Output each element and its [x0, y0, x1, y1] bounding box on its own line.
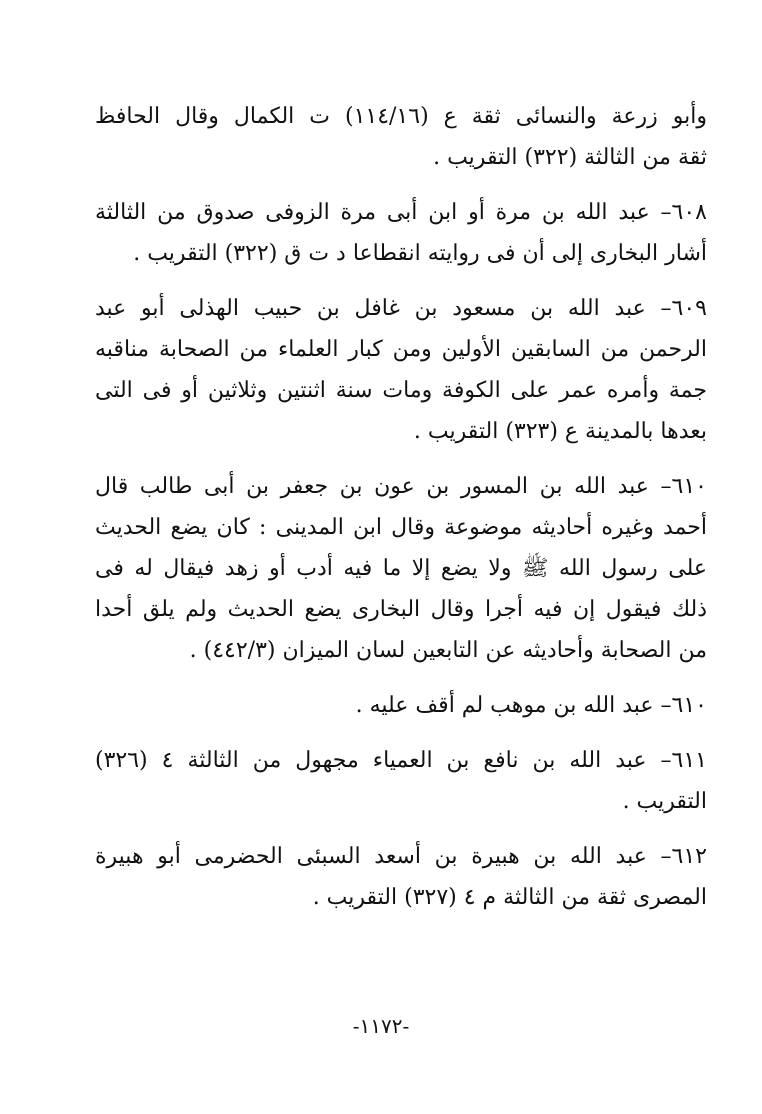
text-line: ٦١٠– عبد الله بن المسور بن عون بن جعفر بن أبى طالب قال: [95, 474, 707, 499]
text-line: المصرى ثقة من الثالثة م ٤ (٣٢٧) التقريب .: [312, 885, 707, 910]
entry-608: [95, 192, 707, 274]
text-line: وأبو زرعة والنسائى ثقة ع (١١٤/١٦) ت الكمال وقال الحافظ: [95, 104, 707, 129]
text-line: جمة وأمره عمر على الكوفة ومات سنة اثنتين وثلاثين أو فى التى: [95, 378, 707, 403]
text-line: ٦١٠َ– عبد الله بن موهب لم أقف عليه .: [355, 693, 707, 718]
text-line: ذلك فيقول إن فيه أجرا وقال البخارى يضع الحديث ولم يلق أحدا: [95, 597, 707, 622]
entry-609: [95, 288, 707, 452]
text-line: ثقة من الثالثة (٣٢٢) التقريب .: [433, 145, 707, 170]
text-line: على رسول الله ﷺ ولا يضع إلا ما فيه أدب أو زهد فيقال له فى: [95, 556, 707, 581]
entry-610: [95, 466, 707, 671]
text-line: ٦١٢– عبد الله بن هبيرة بن أسعد السبئى الحضرمى أبو هبيرة: [95, 844, 707, 869]
entry-611: [95, 740, 707, 822]
text-line: بعدها بالمدينة ع (٣٢٣) التقريب .: [413, 419, 707, 444]
text-line: ٦١١– عبد الله بن نافع بن العمياء مجهول من الثالثة ٤ (٣٢٦): [95, 748, 707, 773]
text-line: التقريب .: [622, 789, 707, 814]
text-line: من الصحابة وأحاديثه عن التابعين لسان الميزان (٤٤٢/٣) .: [189, 638, 707, 663]
entry-610-bis: [95, 685, 707, 726]
text-line: ٦٠٨– عبد الله بن مرة أو ابن أبى مرة الزوفى صدوق من الثالثة: [95, 200, 707, 225]
entry-612: [95, 836, 707, 918]
text-line: أحمد وغيره أحاديثه موضوعة وقال ابن المدينى : كان يضع الحديث: [95, 515, 707, 540]
page-number: -١١٧٢-: [352, 1014, 410, 1038]
text-line: الرحمن من السابقين الأولين ومن كبار العلماء من الصحابة مناقبه: [95, 337, 707, 362]
entry-continuation: [95, 96, 707, 178]
text-line: أشار البخارى إلى أن فى روايته انقطاعا د ت ق (٣٢٢) التقريب .: [133, 241, 707, 266]
document-body: [95, 96, 707, 932]
text-line: ٦٠٩– عبد الله بن مسعود بن غافل بن حبيب الهذلى أبو عبد: [95, 296, 707, 321]
